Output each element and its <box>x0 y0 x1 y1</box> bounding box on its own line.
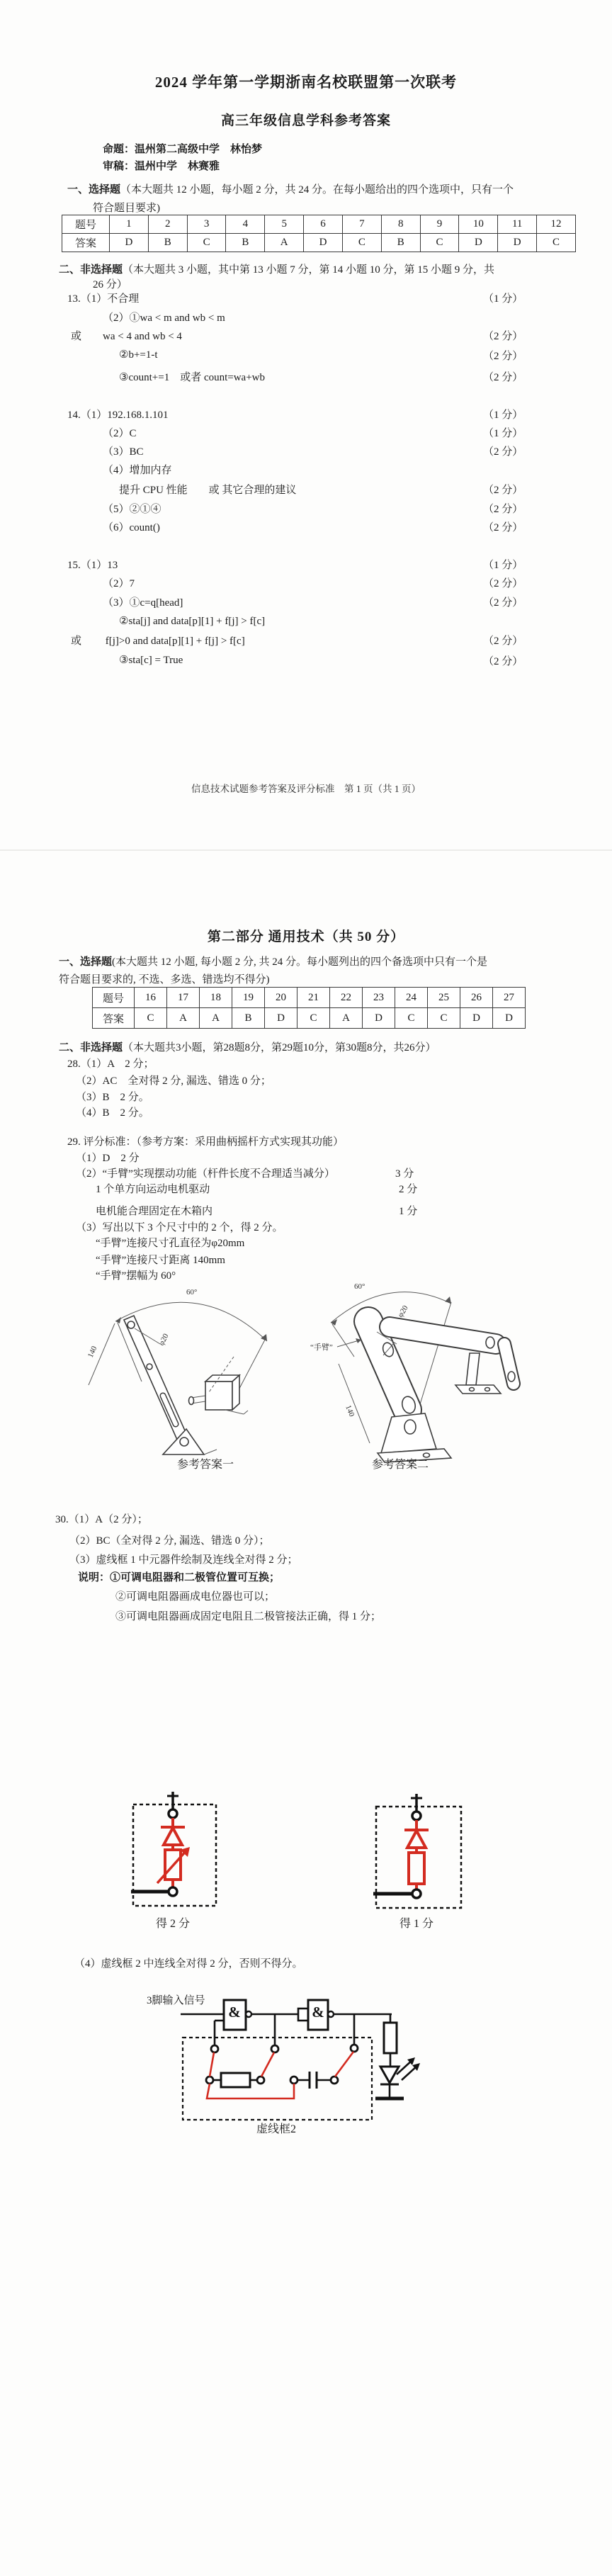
black-wires <box>181 2014 392 2098</box>
circuit-frame-label: 虚线框2 <box>256 2123 296 2135</box>
p1-mc-heading: 一、选择题（本大题共 12 小题，每小题 2 分，共 24 分。在每小题给出的四个选项中，只有一个 <box>67 184 514 196</box>
figure-q30-component-diagrams <box>124 1789 471 1931</box>
answer-cell: 8 <box>381 215 420 234</box>
p1-frq-heading-line2: 26 分） <box>93 279 128 290</box>
answer-cell: 11 <box>498 215 537 234</box>
inverter-bubble-icon <box>328 2011 334 2017</box>
answer-cell: C <box>298 1008 330 1029</box>
drawing-reference-answer-2 <box>310 1282 515 1462</box>
series-resistor-icon <box>384 2023 397 2053</box>
arm-mid-hole <box>147 1364 152 1369</box>
answer-line: （2）C （1 分） <box>103 428 523 439</box>
answer-cell: D <box>110 234 149 252</box>
answer-cell: A <box>167 1008 200 1029</box>
dashed-frame-1-answer-partial-credit <box>373 1794 461 1908</box>
answer-cell: A <box>265 234 304 252</box>
answer-cell: 6 <box>304 215 343 234</box>
answer-cell: B <box>226 234 265 252</box>
answer-table-part2 <box>92 987 526 1029</box>
adjustable-resistor-icon <box>157 1847 190 1887</box>
answer-cell: 3 <box>187 215 226 234</box>
answer-line: 14.（1）192.168.1.101 （1 分） <box>67 409 523 421</box>
diode-icon <box>161 1818 185 1850</box>
answer-line: （2）BC（全对得 2 分, 漏选、错选 0 分）； <box>69 1535 270 1547</box>
terminal-bottom <box>412 1889 421 1898</box>
answer-line: 或 f[j]>0 and data[p][1] + f[j] > f[c] （2 分） <box>71 635 523 647</box>
reviewer-line: 审稿：温州中学 林赛雅 <box>103 161 220 172</box>
answer-line: （4）增加内存 <box>103 465 172 476</box>
figure-caption-left: 参考答案一 <box>176 1459 234 1471</box>
answer-cell: 25 <box>428 988 460 1008</box>
length-dim-label: 140 <box>86 1345 99 1360</box>
circuit-input-label: 3脚输入信号 <box>147 1995 205 2006</box>
answer-cell: 1 <box>110 215 149 234</box>
answer-cell: A <box>200 1008 232 1029</box>
link-bar <box>390 1327 496 1348</box>
capacitor-icon <box>310 2072 317 2089</box>
answer-line: （6）count() （2 分） <box>103 522 523 533</box>
page1-title-line1: 2024 学年第一学期浙南名校联盟第一次联考 <box>154 74 458 91</box>
answer-line: （3）BC （2 分） <box>103 446 523 458</box>
answer-line: ③count+=1 或者 count=wa+wb （2 分） <box>119 372 523 383</box>
answer-cell: 12 <box>537 215 576 234</box>
answer-cell: 17 <box>167 988 200 1008</box>
answer-cell: 27 <box>493 988 526 1008</box>
answer-cell: 23 <box>363 988 395 1008</box>
answer-line: 说明：①可调电阻器和二极管位置可互换； <box>78 1572 280 1583</box>
answer-cell: 19 <box>232 988 265 1008</box>
answer-line: “手臂”连接尺寸距离 140mm <box>96 1255 225 1266</box>
arm-top-hole <box>128 1321 135 1328</box>
p1-frq-heading: 二、非选择题（本大题共 3 小题，其中第 13 小题 7 分，第 14 小题 10 分，第 15 小题 9 分，共 <box>59 264 495 276</box>
answer-cell: C <box>537 234 576 252</box>
answer-cell: B <box>148 234 187 252</box>
answer-cell: D <box>460 1008 493 1029</box>
page-separator <box>0 849 612 851</box>
answer-line: 30.（1）A（2 分）； <box>55 1514 148 1525</box>
answer-line: （2）7 （2 分） <box>103 578 523 589</box>
answer-table-part1 <box>62 215 576 252</box>
length-dim-label: 140 <box>344 1403 356 1418</box>
answer-line: ③sta[c] = True （2 分） <box>119 655 523 667</box>
answer-cell: D <box>498 234 537 252</box>
p2-frq-heading: 二、非选择题（本大题共3小题，第28题8分，第29题10分，第30题8分，共26分） <box>59 1042 436 1053</box>
hole-dim-label: φ20 <box>396 1304 410 1319</box>
answer-line: 15.（1）13 （1 分） <box>67 560 523 571</box>
answer-line: 29. 评分标准：（参考方案：采用曲柄摇杆方式实现其功能） <box>67 1136 344 1148</box>
answer-line: （3）虚线框 1 中元器件绘制及连线全对得 2 分； <box>69 1554 298 1566</box>
p2-mc-heading: 一、选择题(本大题共 12 小题, 每小题 2 分, 共 24 分。每小题列出的四个备选项中只有一个是 <box>59 956 488 968</box>
answer-cell: 16 <box>135 988 167 1008</box>
answer-line: 28.（1）A 2 分； <box>67 1058 154 1070</box>
answer-cell: D <box>459 234 498 252</box>
answer-line: （4）虚线框 2 中连线全对得 2 分，否则不得分。 <box>74 1958 303 1970</box>
answer-cell: D <box>265 1008 298 1029</box>
table-row <box>93 1008 526 1029</box>
figure-q29-drawings <box>57 1279 552 1477</box>
answer-line: ②b+=1-t （2 分） <box>119 349 523 362</box>
answer-cell: A <box>330 1008 363 1029</box>
table-row <box>93 988 526 1008</box>
angle-dim-label: 60° <box>354 1282 366 1291</box>
answer-cell: 10 <box>459 215 498 234</box>
row-header: 题号 <box>93 988 135 1008</box>
answer-cell: 18 <box>200 988 232 1008</box>
motor-block <box>189 1375 249 1414</box>
answer-cell: C <box>187 234 226 252</box>
answer-cell: 2 <box>148 215 187 234</box>
answer-cell: D <box>304 234 343 252</box>
hole-dim-label: φ20 <box>157 1332 171 1348</box>
answer-line: 或 wa < 4 and wb < 4 （2 分） <box>71 331 523 342</box>
answer-cell: C <box>395 1008 428 1029</box>
page1-footer: 信息技术试题参考答案及评分标准 第 1 页（共 1 页） <box>191 784 421 794</box>
answer-cell: 5 <box>265 215 304 234</box>
answer-line: 提升 CPU 性能 或 其它合理的建议 （2 分） <box>119 485 523 496</box>
answer-line: （2）AC 全对得 2 分, 漏选、错选 0 分； <box>76 1075 271 1087</box>
table-row <box>62 234 576 252</box>
row-header: 题号 <box>62 215 110 234</box>
table-row <box>62 215 576 234</box>
answer-cell: C <box>342 234 381 252</box>
answer-cell: C <box>428 1008 460 1029</box>
inverter-bubble-icon <box>246 2011 251 2017</box>
row-header: 答案 <box>93 1008 135 1029</box>
terminal-top <box>169 1809 177 1818</box>
gate-symbol: & <box>228 2004 241 2021</box>
answer-line: （3）①c=q[head] （2 分） <box>103 597 523 609</box>
figure-caption-right: 参考答案二 <box>371 1459 429 1471</box>
gate-symbol: & <box>312 2004 324 2021</box>
arm-callout-label: “手臂” <box>310 1343 333 1352</box>
terminal-top <box>412 1812 421 1820</box>
answer-line: ②sta[j] and data[p][1] + f[j] > f[c] <box>119 616 266 627</box>
fixed-resistor-icon <box>409 1853 424 1884</box>
answer-line: （1）D 2 分 <box>76 1153 140 1164</box>
drawing-reference-answer-1 <box>86 1288 267 1454</box>
answer-cell: 20 <box>265 988 298 1008</box>
row-header: 答案 <box>62 234 110 252</box>
answer-cell: 7 <box>342 215 381 234</box>
answer-line: 1 个单方向运动电机驱动 2 分 <box>96 1184 418 1195</box>
answer-line: （3）B 2 分。 <box>76 1092 149 1103</box>
part2-heading: 第二部分 通用技术（共 50 分） <box>207 930 405 944</box>
dashed-frame-1-answer-full-credit <box>131 1792 216 1906</box>
answer-cell: D <box>363 1008 395 1029</box>
answer-cell: 24 <box>395 988 428 1008</box>
answer-cell: 26 <box>460 988 493 1008</box>
component-score-label-right: 得 1 分 <box>399 1918 434 1930</box>
answer-line: （2）“手臂”实现摆动功能（杆件长度不合理适当减分） 3 分 <box>76 1168 414 1180</box>
component-score-label-left: 得 2 分 <box>155 1918 190 1930</box>
led-icon <box>380 2057 420 2084</box>
frame-resistor-icon <box>221 2073 250 2087</box>
arm-bar <box>124 1316 193 1452</box>
terminal-bottom <box>169 1887 177 1896</box>
answer-cell: 21 <box>298 988 330 1008</box>
answer-line: ②可调电阻器画成电位器也可以； <box>115 1591 276 1603</box>
answer-cell: 22 <box>330 988 363 1008</box>
answer-line: “手臂”摆幅为 60° <box>96 1270 176 1282</box>
answer-cell: C <box>135 1008 167 1029</box>
p1-mc-heading-line2: 符合题目要求) <box>93 203 160 214</box>
answer-line: （4）B 2 分。 <box>76 1107 149 1119</box>
answer-line: （2）①wa < m and wb < m <box>103 312 225 324</box>
answer-line: 13.（1）不合理 （1 分） <box>67 293 523 305</box>
angle-dim-label: 60° <box>186 1288 198 1297</box>
answer-cell: C <box>420 234 459 252</box>
answer-line: ③可调电阻器画成固定电阻且二极管接法正确，得 1 分； <box>115 1611 382 1622</box>
answer-cell: 4 <box>226 215 265 234</box>
answer-cell: D <box>493 1008 526 1029</box>
answer-line: （3）写出以下 3 个尺寸中的 2 个，得 2 分。 <box>76 1222 283 1233</box>
p2-mc-heading-line2: 符合题目要求的, 不选、多选、错选均不得分) <box>59 974 270 985</box>
proposer-line: 命题：温州第二高级中学 林怡梦 <box>103 144 263 155</box>
nand-gate-2 <box>298 2000 334 2030</box>
answer-line: 电机能合理固定在木箱内 1 分 <box>96 1206 418 1217</box>
diode-icon <box>404 1820 429 1853</box>
answer-line: （5）②①④ （2 分） <box>103 504 523 515</box>
answer-cell: B <box>232 1008 265 1029</box>
answer-cell: B <box>381 234 420 252</box>
nand-gate-1 <box>224 2000 251 2030</box>
answer-line: “手臂”连接尺寸孔直径为φ20mm <box>96 1238 245 1249</box>
answer-cell: 9 <box>420 215 459 234</box>
page1-title-line2: 高三年级信息学科参考答案 <box>220 113 391 128</box>
